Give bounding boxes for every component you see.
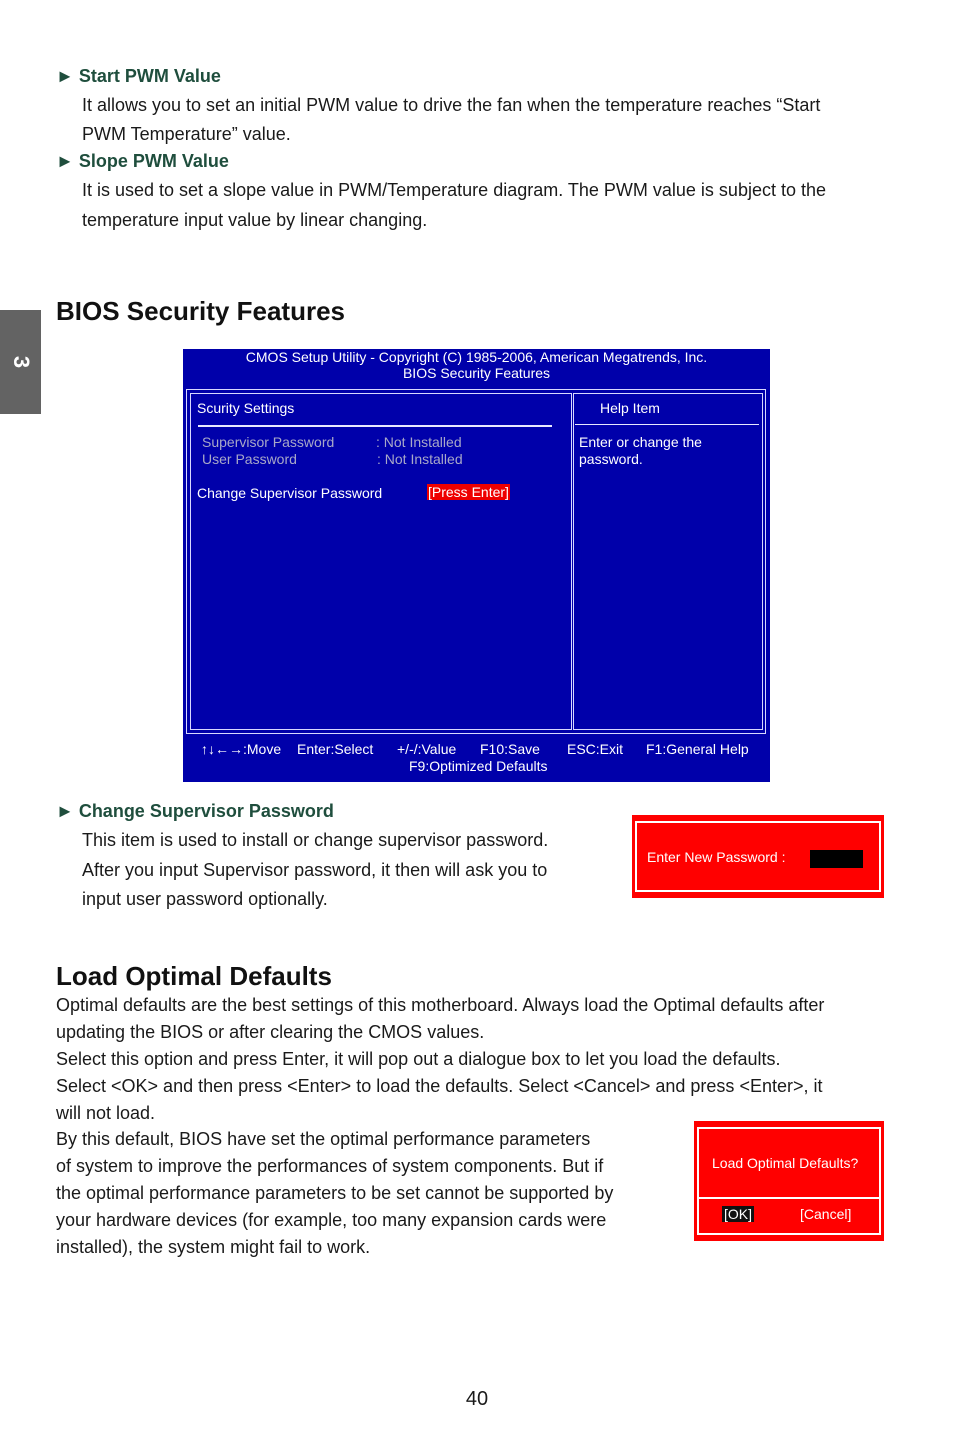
bios-header-title: BIOS Security Features: [402, 365, 551, 381]
press-enter-label: [Press Enter]: [428, 484, 509, 500]
footer-help: F1:General Help: [646, 741, 749, 757]
start-pwm-desc-2: PWM Temperature” value.: [82, 124, 291, 144]
bios-screen: [183, 349, 770, 782]
help-text-2: password.: [579, 451, 643, 467]
help-pane-title: Help Item: [600, 400, 660, 416]
help-text-1: Enter or change the: [579, 434, 702, 450]
defaults-p1-1: Optimal defaults are the best settings of this motherboard. Always load the Optimal defaults after: [56, 995, 825, 1015]
user-password-value: : Not Installed: [377, 451, 463, 467]
press-enter-indicator[interactable]: [427, 484, 510, 500]
slope-pwm-desc-2: temperature input value by linear changing.: [82, 210, 428, 230]
load-defaults-divider: [698, 1197, 880, 1199]
defaults-p3-4: your hardware devices (for example, too many expansion cards were: [56, 1210, 607, 1230]
change-supervisor-desc-1: This item is used to install or change supervisor password.: [82, 830, 549, 850]
footer-optimized: F9:Optimized Defaults: [409, 758, 548, 774]
load-defaults-question: Load Optimal Defaults?: [712, 1155, 859, 1171]
ok-button[interactable]: [OK]: [724, 1206, 753, 1222]
defaults-p3-1: By this default, BIOS have set the optimal performance parameters: [56, 1129, 591, 1149]
slope-pwm-desc-1: It is used to set a slope value in PWM/Temperature diagram. The PWM value is subject to the: [82, 180, 827, 200]
start-pwm-title: ► Start PWM Value: [56, 66, 221, 86]
defaults-p1-2: updating the BIOS or after clearing the CMOS values.: [56, 1022, 485, 1042]
slope-pwm-title: ► Slope PWM Value: [56, 151, 229, 171]
defaults-p2-2: Select <OK> and then press <Enter> to load the defaults. Select <Cancel> and press <Enter>, it: [56, 1076, 823, 1096]
change-supervisor-item[interactable]: Change Supervisor Password: [197, 485, 383, 501]
settings-pane-title: Scurity Settings: [197, 400, 295, 416]
footer-exit: ESC:Exit: [567, 741, 624, 757]
supervisor-password-label: Supervisor Password: [202, 434, 335, 450]
bios-header-copyright: CMOS Setup Utility - Copyright (C) 1985-2006, American Megatrends, Inc.: [245, 349, 708, 365]
new-password-dialog: [632, 815, 884, 898]
footer-save: F10:Save: [480, 741, 540, 757]
footer-move: ↑↓←→:Move: [201, 741, 282, 757]
defaults-heading: Load Optimal Defaults: [56, 961, 332, 991]
change-supervisor-desc-3: input user password optionally.: [82, 889, 328, 909]
defaults-p3-5: installed), the system might fail to work.: [56, 1237, 371, 1257]
new-password-prompt: Enter New Password :: [647, 849, 786, 865]
defaults-p3-2: of system to improve the performances of system components. But if: [56, 1156, 604, 1176]
page-number: 40: [465, 1388, 489, 1410]
chapter-tab: [0, 310, 41, 414]
user-password-label: User Password: [202, 451, 297, 467]
defaults-p3-3: the optimal performance parameters to be set cannot be supported by: [56, 1183, 614, 1203]
change-supervisor-desc-2: After you input Supervisor password, it then will ask you to: [82, 860, 548, 880]
load-defaults-dialog: [694, 1121, 884, 1241]
new-password-input[interactable]: [810, 850, 863, 868]
footer-value: +/-/:Value: [397, 741, 457, 757]
defaults-p2-1: Select this option and press Enter, it will pop out a dialogue box to let you load the defaults.: [56, 1049, 781, 1069]
supervisor-password-value: : Not Installed: [376, 434, 462, 450]
defaults-p2-3: will not load.: [56, 1103, 156, 1123]
chapter-number: 3: [8, 355, 34, 369]
security-heading: BIOS Security Features: [56, 296, 345, 326]
footer-select: Enter:Select: [297, 741, 374, 757]
help-divider: [575, 424, 759, 425]
settings-divider: [198, 425, 552, 427]
start-pwm-desc-1: It allows you to set an initial PWM value to drive the fan when the temperature reaches “Start: [82, 95, 821, 115]
change-supervisor-title: ► Change Supervisor Password: [56, 801, 334, 821]
cancel-button[interactable]: [Cancel]: [800, 1206, 852, 1222]
